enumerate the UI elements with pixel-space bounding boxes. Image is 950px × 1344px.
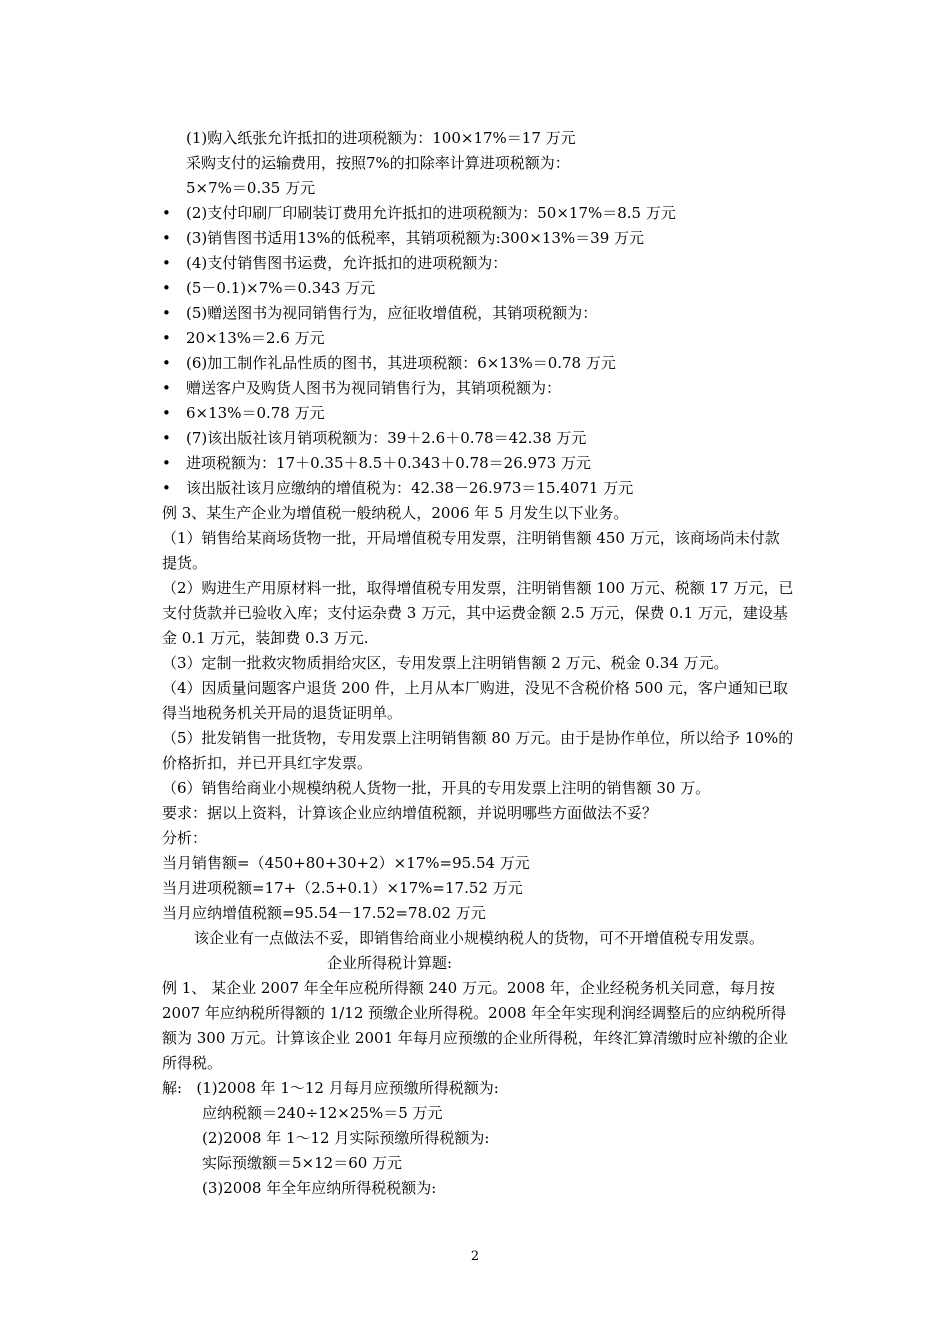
example-item: （6）销售给商业小规模纳税人货物一批，开具的专用发票上注明的销售额 30 万。: [162, 779, 711, 797]
example-item: （3）定制一批救灾物质捐给灾区，专用发票上注明销售额 2 万元、税金 0.34 万元。: [162, 654, 729, 672]
example-item: （2）购进生产用原材料一批，取得增值税专用发票，注明销售额 100 万元、税额 17 万元，已支付货款并已验收入库；支付运杂费 3 万元，其中运费金额 2.5 万元，保费 0.1 万元，建设基金 0.1 万元，装卸费 0.3 万元.: [162, 579, 794, 647]
requirement-line: 要求：据以上资料，计算该企业应纳增值税额，并说明哪些方面做法不妥？: [162, 804, 658, 822]
bullet-item: • (2)支付印刷厂印刷装订费用允许抵扣的进项税额为：50×17%＝8.5 万元: [162, 201, 794, 226]
conclusion-paragraph: 该企业有一点做法不妥，即销售给商业小规模纳税人的货物，可不开增值税专用发票。: [194, 929, 765, 947]
bullet-item: • (7)该出版社该月销项税额为：39＋2.6＋0.78＝42.38 万元: [162, 426, 794, 451]
bullet-item: • (5)赠送图书为视同销售行为，应征收增值税，其销项税额为：: [162, 301, 794, 326]
solution-step: (1)2008 年 1～12 月每月应预缴所得税额为:: [196, 1079, 499, 1097]
solution-line: (2)2008 年 1～12 月实际预缴所得税额为:: [202, 1129, 490, 1147]
example-paragraph: 例 1、 某企业 2007 年全年应税所得额 240 万元。2008 年，企业经税务机关同意，每月按 2007 年应纳税所得额的 1/12 预缴企业所得税。2008 年全年实现利润经调整后的应纳税所得额为 300 万元。计算该企业 2001 年每月应预缴的企业所得税，年终汇算清缴时应补缴的企业所得税。: [162, 979, 788, 1072]
bullet-item: • 20×13%＝2.6 万元: [162, 326, 794, 351]
example-item: （1）销售给某商场货物一批，开局增值税专用发票，注明销售额 450 万元，该商场尚未付款提货。: [162, 529, 780, 572]
bullet-item: • (6)加工制作礼品性质的图书，其进项税额：6×13%＝0.78 万元: [162, 351, 794, 376]
bullet-item: • 6×13%＝0.78 万元: [162, 401, 794, 426]
calc-line: 当月应纳增值税额=95.54－17.52=78.02 万元: [162, 904, 486, 922]
bullet-item: • (4)支付销售图书运费，允许抵扣的进项税额为：: [162, 251, 794, 276]
bullet-item: • 进项税额为：17＋0.35＋8.5＋0.343＋0.78＝26.973 万元: [162, 451, 794, 476]
calc-line: 当月进项税额=17+（2.5+0.1）×17%=17.52 万元: [162, 879, 523, 897]
solution-label: 解:: [162, 1079, 183, 1097]
page-number: 2: [470, 1249, 480, 1264]
text-line: 采购支付的运输费用，按照7%的扣除率计算进项税额为：: [186, 154, 570, 172]
document-body: [162, 126, 794, 1201]
example-title: 例 3、某生产企业为增值税一般纳税人，2006 年 5 月发生以下业务。: [162, 504, 629, 522]
solution-line: [162, 1076, 794, 1101]
example-item: （5）批发销售一批货物，专用发票上注明销售额 80 万元。由于是协作单位，所以给予 10%的价格折扣，并已开具红字发票。: [162, 729, 794, 772]
bullet-item: • 该出版社该月应缴纳的增值税为：42.38－26.973＝15.4071 万元: [162, 476, 794, 501]
bullet-item: • 赠送客户及购货人图书为视同销售行为，其销项税额为：: [162, 376, 794, 401]
solution-line: (3)2008 年全年应纳所得税税额为:: [202, 1179, 437, 1197]
example-item: （4）因质量问题客户退货 200 件，上月从本厂购进，没见不含税价格 500 元，客户通知已取得当地税务机关开局的退货证明单。: [162, 679, 788, 722]
text-line: 5×7%＝0.35 万元: [186, 179, 316, 197]
analysis-label: 分析：: [162, 829, 208, 847]
section-heading: 企业所得税计算题:: [327, 954, 453, 972]
bullet-item: • (5－0.1)×7%＝0.343 万元: [162, 276, 794, 301]
calc-line: 当月销售额=（450+80+30+2）×17%=95.54 万元: [162, 854, 530, 872]
text-line: (1)购入纸张允许抵扣的进项税额为：100×17%＝17 万元: [186, 129, 576, 147]
bullet-item: • (3)销售图书适用13%的低税率，其销项税额为:300×13%＝39 万元: [162, 226, 794, 251]
solution-line: 应纳税额＝240÷12×25%＝5 万元: [202, 1104, 443, 1122]
solution-line: 实际预缴额＝5×12＝60 万元: [202, 1154, 403, 1172]
